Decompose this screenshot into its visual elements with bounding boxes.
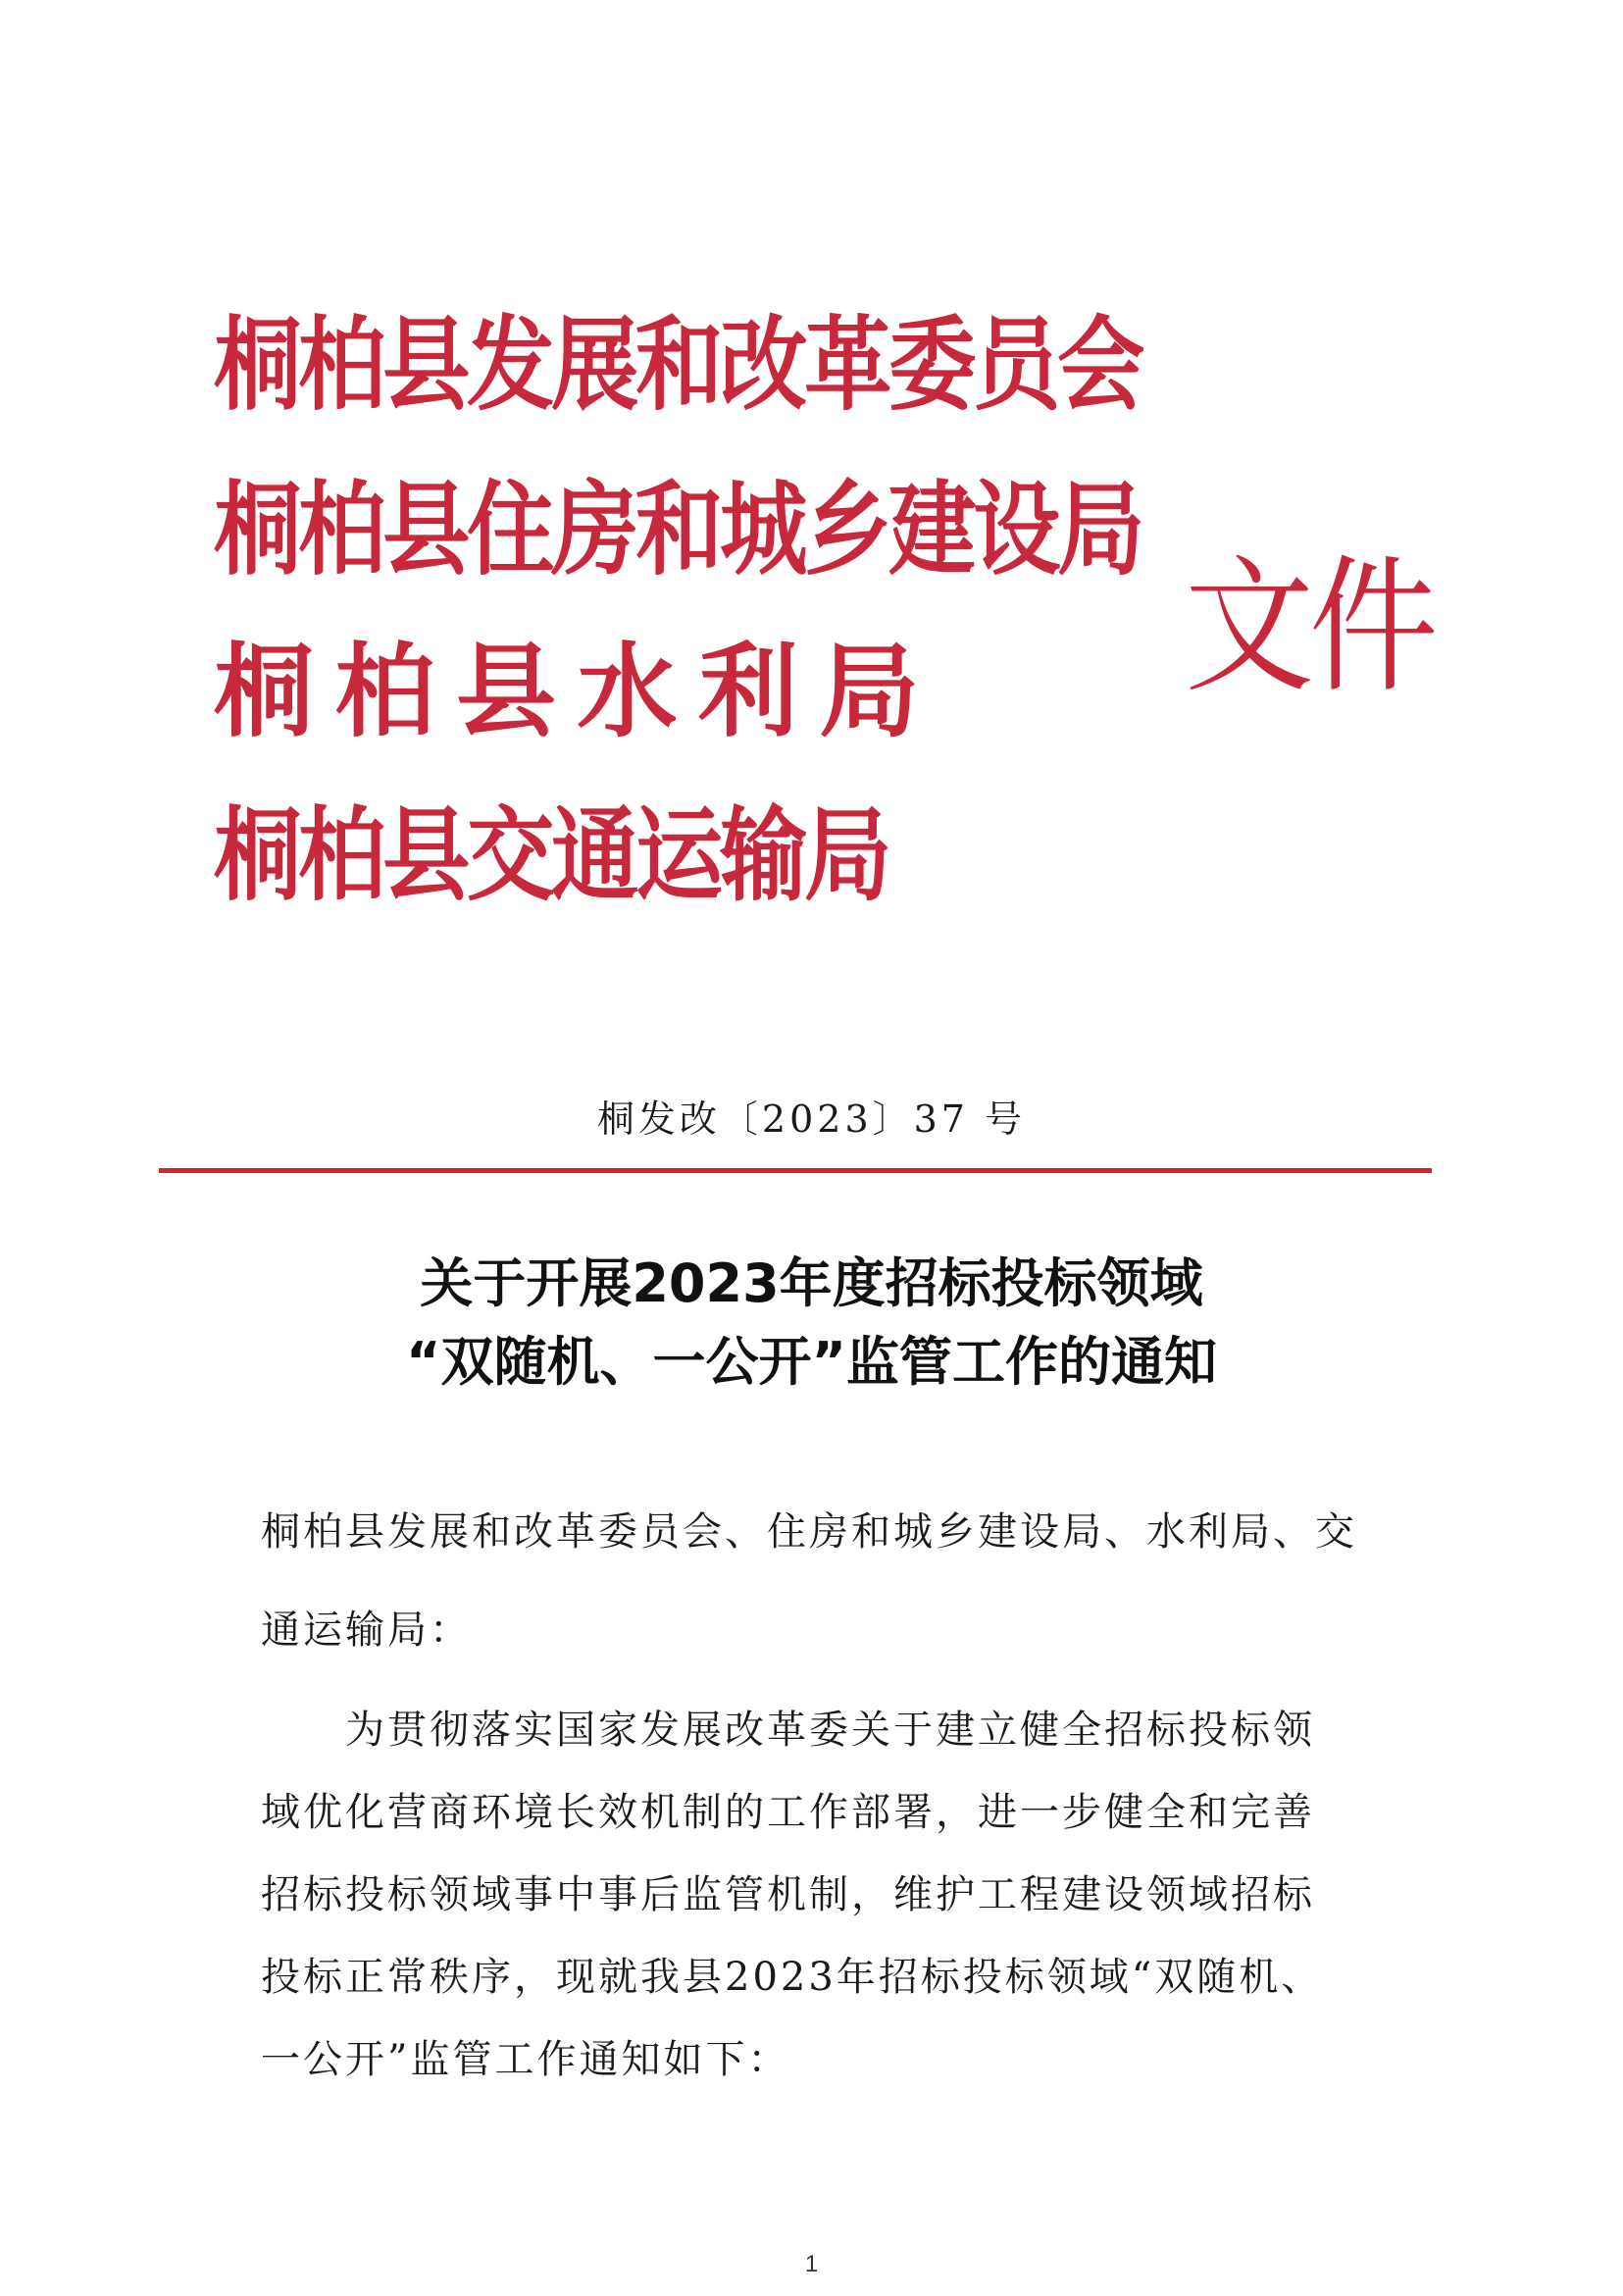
body-paragraph-line: 域优化营商环境长效机制的工作部署，进一步健全和完善: [261, 1790, 1315, 1835]
issuer-name: 桐柏县发展和改革委员会: [214, 305, 1142, 425]
red-divider-line: [159, 1168, 1432, 1173]
body-paragraph-line: 一公开”监管工作通知如下：: [261, 2037, 790, 2082]
page-number: 1: [804, 2251, 819, 2277]
document-word: 文件: [1185, 542, 1434, 713]
issuer-name: 桐柏县交通运输局: [214, 795, 889, 915]
notice-title-line: 关于开展2023年度招标投标领域: [420, 1252, 1203, 1314]
document-number: 桐发改〔2023〕37 号: [596, 1097, 1027, 1141]
body-paragraph-line: 招标投标领域事中事后监管机制，维护工程建设领域招标: [261, 1872, 1315, 1917]
issuer-name: 桐柏县住房和城乡建设局: [214, 470, 1142, 589]
addressee-line: 通运输局：: [261, 1607, 472, 1653]
issuer-name: 桐柏县水利局: [214, 632, 940, 751]
body-paragraph-line: 投标正常秩序，现就我县2023年招标投标领域“双随机、: [261, 1955, 1324, 2000]
addressee-line: 桐柏县发展和改革委员会、住房和城乡建设局、水利局、交: [261, 1509, 1357, 1555]
body-paragraph-line: 为贯彻落实国家发展改革委关于建立健全招标投标领: [345, 1708, 1315, 1753]
notice-title-line: “双随机、一公开”监管工作的通知: [406, 1331, 1217, 1393]
